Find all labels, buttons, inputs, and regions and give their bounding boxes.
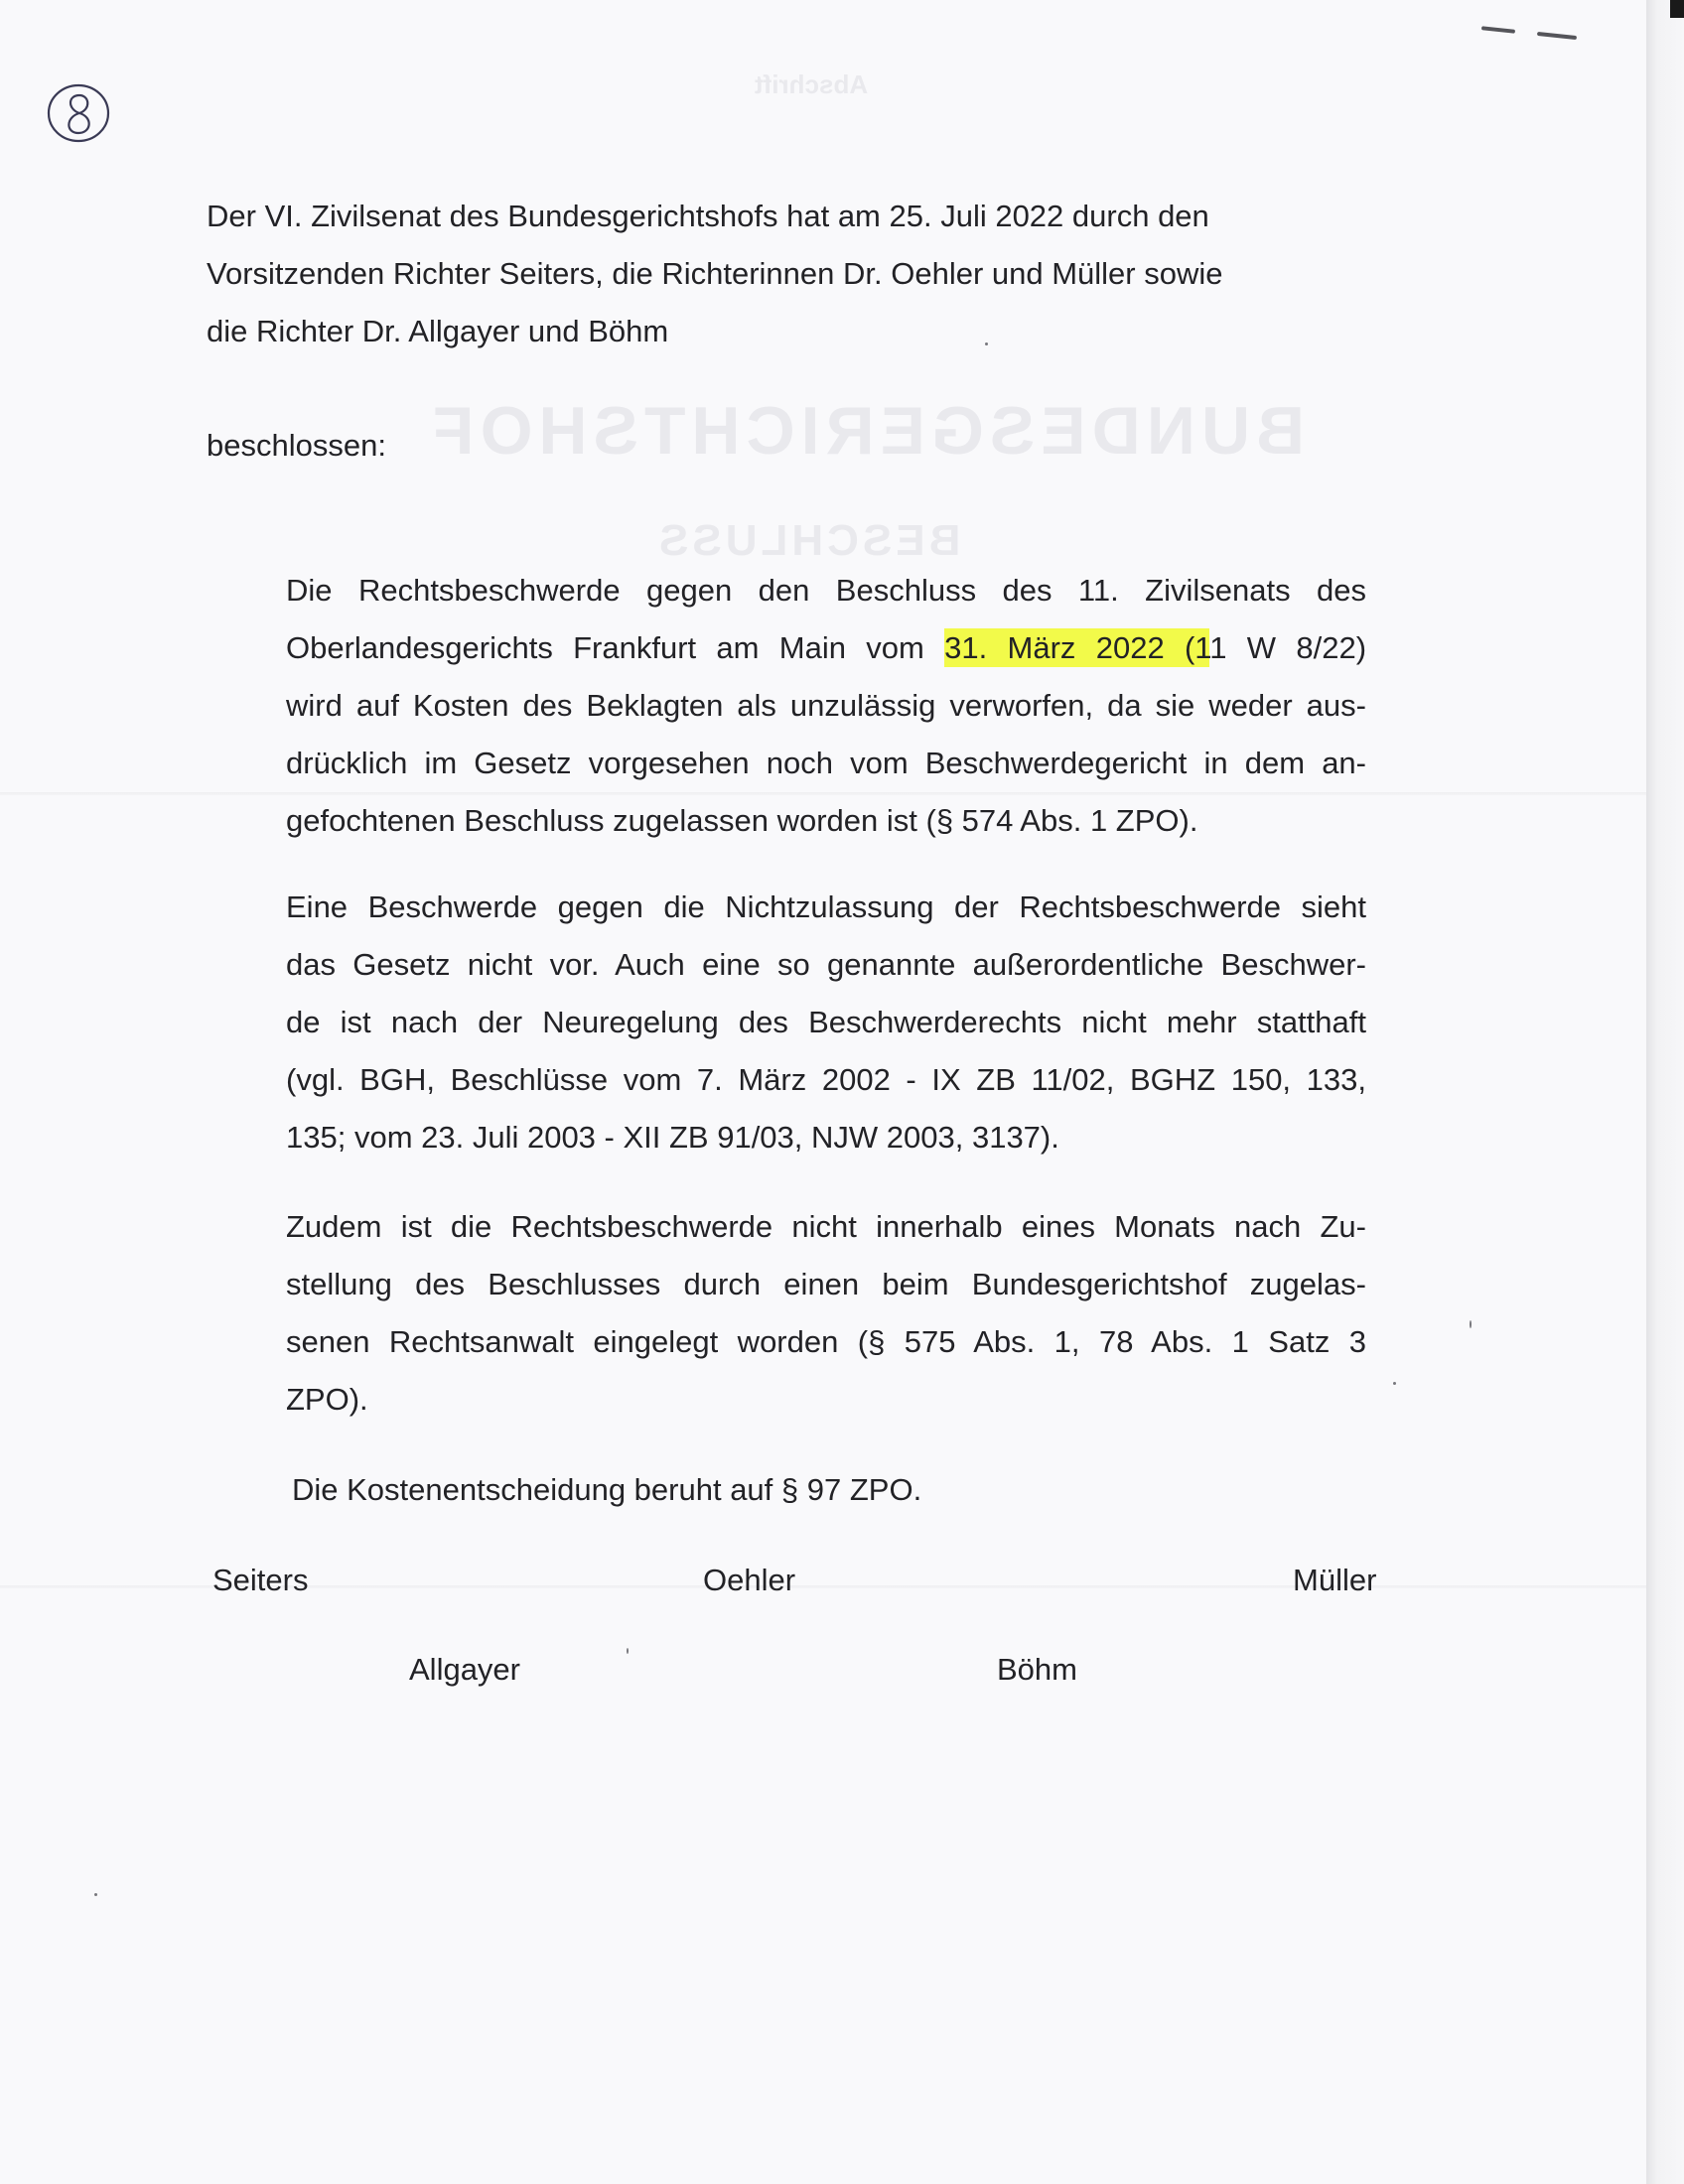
scan-speck [1470,1320,1472,1328]
signature-oehler: Oehler [703,1563,796,1597]
intro-paragraph [207,188,1338,360]
signature-boehm: Böhm [997,1652,1077,1687]
highlighted-date: 31. März 2022 (1 [944,630,1210,665]
scan-speck [627,1648,629,1654]
show-through-mark: Abschrift [755,69,869,99]
paragraph-3 [286,1198,1366,1429]
signature-seiters: Seiters [212,1563,309,1597]
paragraph-line: Die Rechtsbeschwerde gegen den Beschluss des 11. Zivilsenats des [286,573,1366,608]
handwritten-circle-icon [44,79,113,147]
scan-mark [1537,32,1577,40]
intro-line: Vorsitzenden Richter Seiters, die Richterinnen Dr. Oehler und Müller sowie [207,256,1223,291]
paragraph-4: Die Kostenentscheidung beruht auf § 97 ZPO. [292,1472,922,1507]
intro-line: Der VI. Zivilsenat des Bundesgerichtshofs hat am 25. Juli 2022 durch den [207,199,1209,233]
paragraph-line: senen Rechtsanwalt eingelegt worden (§ 575 Abs. 1, 78 Abs. 1 Satz 3 [286,1324,1366,1359]
page-edge [1646,0,1684,2184]
paragraph-line: ZPO). [286,1382,368,1417]
signature-mueller: Müller [1293,1563,1377,1597]
paragraph-line: das Gesetz nicht vor. Auch eine so genannte außerordentliche Beschwer- [286,947,1366,982]
decided-label: beschlossen: [207,428,386,463]
paragraph-1 [286,562,1366,850]
show-through-subheading: BESCHLUSS [655,516,961,565]
paragraph-line: gefochtenen Beschluss zugelassen worden ist (§ 574 Abs. 1 ZPO). [286,803,1198,838]
paragraph-line: 135; vom 23. Juli 2003 - XII ZB 91/03, NJW 2003, 3137). [286,1120,1059,1155]
paragraph-line: (vgl. BGH, Beschlüsse vom 7. März 2002 - IX ZB 11/02, BGHZ 150, 133, [286,1062,1366,1097]
signature-allgayer: Allgayer [409,1652,520,1687]
paragraph-line: de ist nach der Neuregelung des Beschwerderechts nicht mehr statthaft [286,1005,1366,1039]
scan-mark [1481,26,1515,34]
paragraph-line: Zudem ist die Rechtsbeschwerde nicht innerhalb eines Monats nach Zu- [286,1209,1366,1244]
paragraph-line: drücklich im Gesetz vorgesehen noch vom Beschwerdegericht in dem an- [286,746,1366,780]
intro-line: die Richter Dr. Allgayer und Böhm [207,314,669,348]
scan-speck [94,1893,97,1896]
paragraph-2 [286,879,1366,1166]
show-through-heading: BUNDESGERICHTSHOF [427,393,1306,469]
paragraph-text: Oberlandesgerichts Frankfurt am Main vom [286,630,945,665]
paragraph-line: stellung des Beschlusses durch einen beim Bundesgerichtshof zugelas- [286,1267,1366,1301]
scan-speck [985,342,988,345]
paragraph-line [286,619,1366,677]
paragraph-text: 1 W 8/22) [1209,630,1367,665]
scan-border [1670,0,1684,18]
paragraph-line: Eine Beschwerde gegen die Nichtzulassung der Rechtsbeschwerde sieht [286,889,1366,924]
paragraph-line: wird auf Kosten des Beklagten als unzulässig verworfen, da sie weder aus- [286,688,1366,723]
scan-speck [1393,1382,1396,1385]
